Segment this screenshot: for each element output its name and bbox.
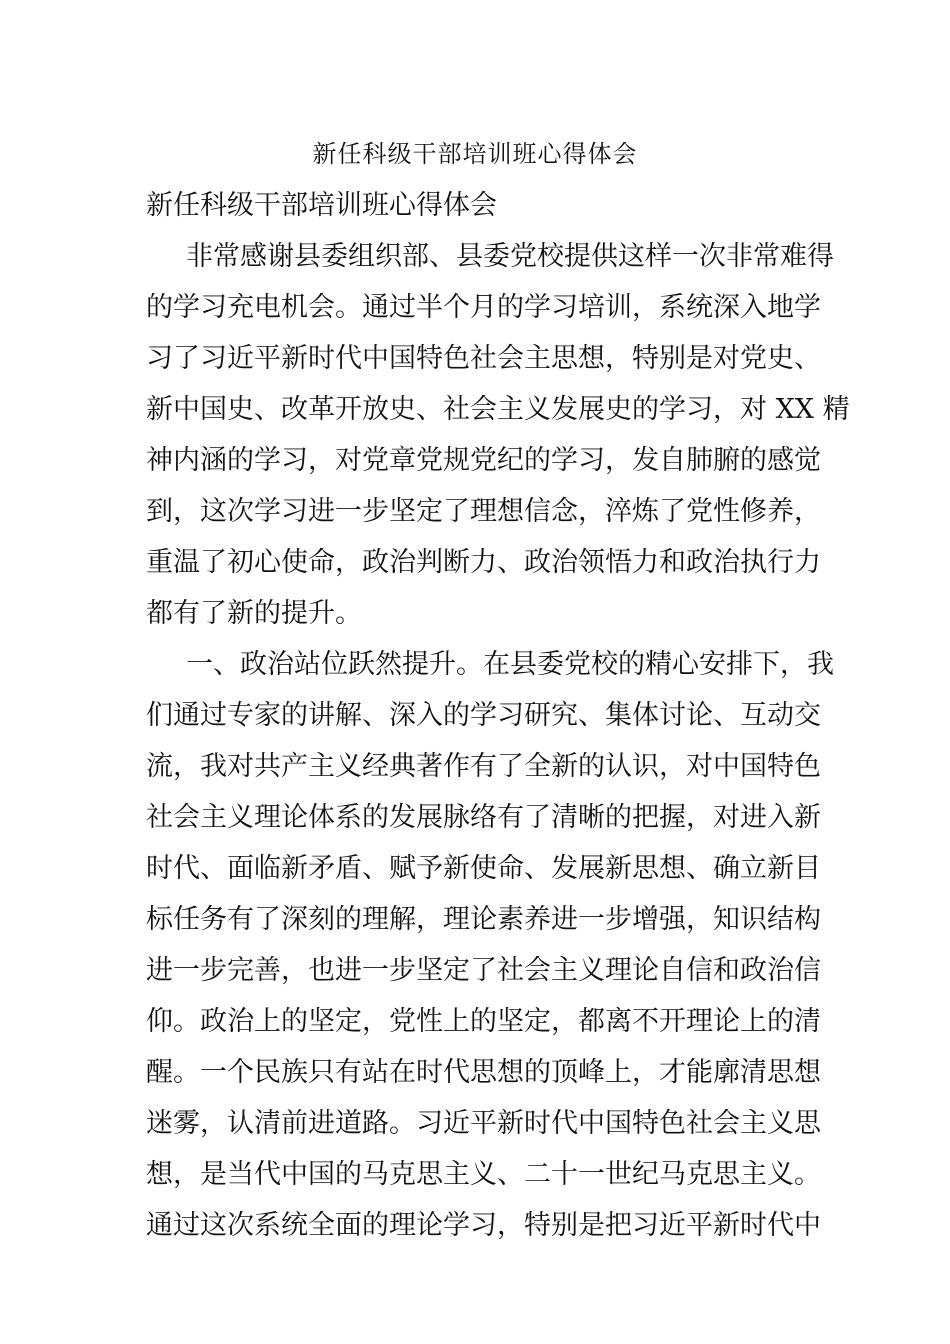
text-line: 迷雾，认清前进道路。习近平新时代中国特色社会主义思 <box>146 1108 821 1139</box>
paragraph-political-stance <box>146 639 834 1251</box>
text-line: 的学习充电机会。通过半个月的学习培训，系统深入地学 <box>146 292 821 323</box>
document-title: 新任科级干部培训班心得体会 <box>312 140 638 168</box>
text-line: 重温了初心使命，政治判断力、政治领悟力和政治执行力 <box>146 547 821 578</box>
text-line: 社会主义理论体系的发展脉络有了清晰的把握，对进入新 <box>146 802 821 833</box>
text-line: 非常感谢县委组织部、县委党校提供这样一次非常难得 <box>186 241 834 272</box>
text-line: 想，是当代中国的马克思主义、二十一世纪马克思主义。 <box>146 1159 821 1190</box>
text-line: 时代、面临新矛盾、赋予新使命、发展新思想、确立新目 <box>146 853 821 884</box>
text-line: 流，我对共产主义经典著作有了全新的认识，对中国特色 <box>146 751 821 782</box>
text-line: 通过这次系统全面的理论学习，特别是把习近平新时代中 <box>146 1210 821 1241</box>
text-line: 们通过专家的讲解、深入的学习研究、集体讨论、互动交 <box>146 700 821 731</box>
text-line: 醒。一个民族只有站在时代思想的顶峰上，才能廓清思想 <box>146 1057 821 1088</box>
paragraph-intro <box>146 231 850 639</box>
text-line: 标任务有了深刻的理解，理论素养进一步增强，知识结构 <box>146 904 821 935</box>
text-line: 神内涵的学习，对党章党规党纪的学习，发自肺腑的感觉 <box>146 445 821 476</box>
document-body <box>146 180 850 1251</box>
text-line: 习了习近平新时代中国特色社会主思想，特别是对党史、 <box>146 343 821 374</box>
text-line: 进一步完善，也进一步坚定了社会主义理论自信和政治信 <box>146 955 821 986</box>
document-subtitle: 新任科级干部培训班心得体会 <box>146 190 497 221</box>
text-line: 新中国史、改革开放史、社会主义发展史的学习，对 XX 精 <box>146 394 850 425</box>
text-line: 一、政治站位跃然提升。在县委党校的精心安排下，我 <box>186 649 834 680</box>
text-line: 都有了新的提升。 <box>146 598 362 629</box>
text-line: 仰。政治上的坚定，党性上的坚定，都离不开理论上的清 <box>146 1006 821 1037</box>
text-line: 到，这次学习进一步坚定了理想信念，淬炼了党性修养， <box>146 496 821 527</box>
